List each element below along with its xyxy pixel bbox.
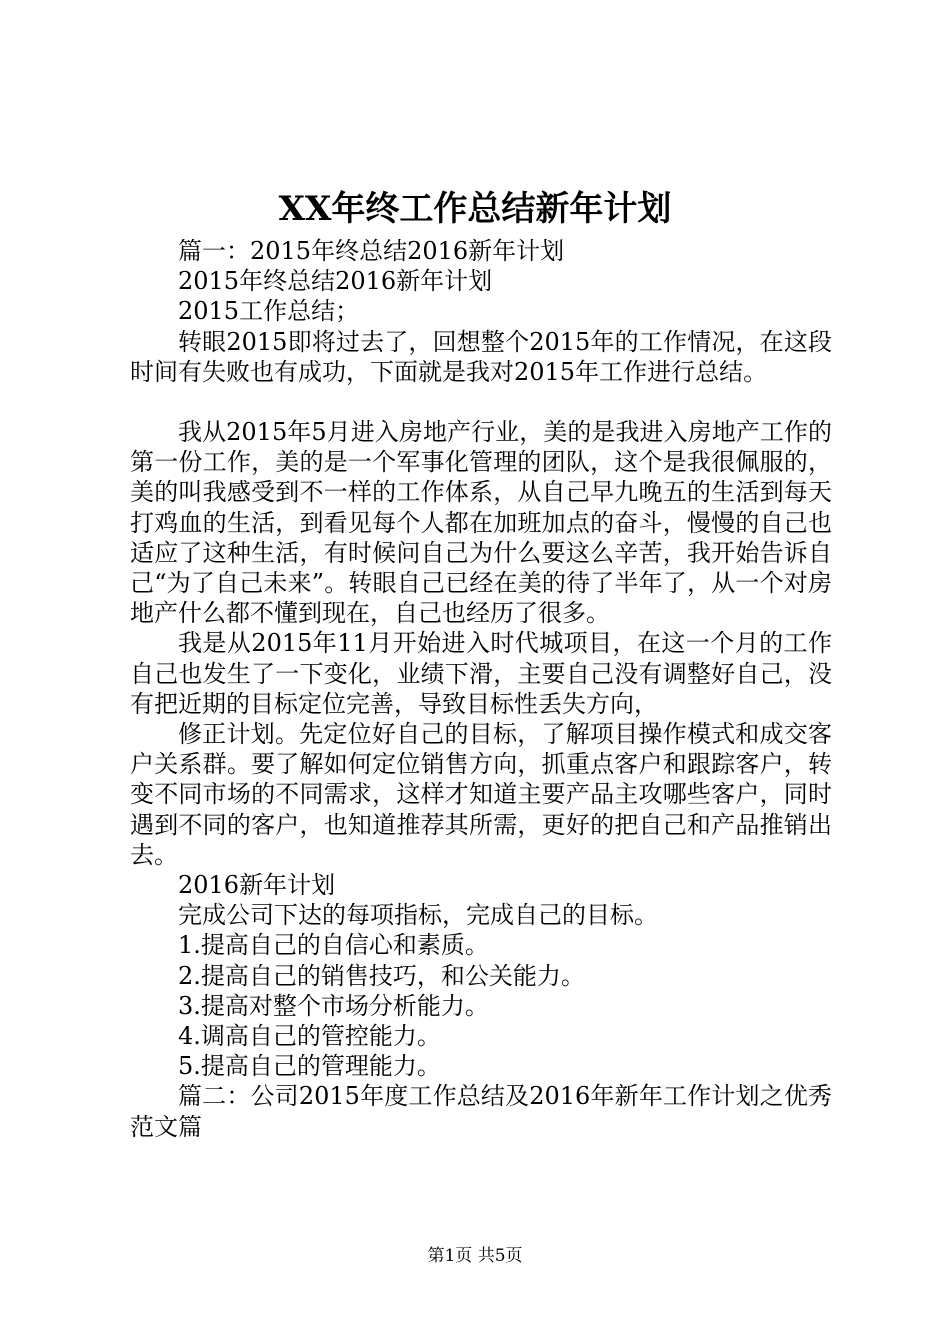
list-item: 1.提高自己的自信心和素质。 — [178, 931, 489, 960]
paragraph-body: 我从2015年5月进入房地产行业，美的是我进入房地产工作的第一份工作，美的是一个军事化管理的团队，这个是我很佩服的，美的叫我感受到不一样的工作体系，从自己早九晚五的生活到每天打鸡血的生活，到看见每个人都在加班加点的奋斗，慢慢的自己也适应了这种生活，有时候问自己为什么要这么辛苦，我开始告诉自己“为了自己未来”。转眼自己已经在美的待了半年了，从一个对房地产什么都不懂到现在，自己也经历了很多。 — [130, 418, 832, 628]
list-item: 4.调高自己的管控能力。 — [178, 1022, 441, 1051]
list-item: 3.提高对整个市场分析能力。 — [178, 991, 489, 1020]
paragraph-heading-part-one: 篇一：2015年终总结2016新年计划 — [178, 237, 565, 265]
paragraph-subtitle: 2015年终总结2016新年计划 — [178, 267, 493, 296]
paragraph-section-label: 2015工作总结； — [178, 297, 360, 326]
document-title: XX年终工作总结新年计划 — [278, 189, 672, 229]
paragraph-plan-heading: 2016新年计划 — [178, 871, 336, 900]
list-item: 5.提高自己的管理能力。 — [178, 1052, 441, 1081]
paragraph-body: 我是从2015年11月开始进入时代城项目，在这一个月的工作自己也发生了一下变化，业绩下滑，主要自己没有调整好自己，没有把近期的目标定位完善，导致目标性丢失方向， — [130, 629, 832, 718]
paragraph-body: 修正计划。先定位好自己的目标，了解项目操作模式和成交客户关系群。要了解如何定位销售方向，抓重点客户和跟踪客户，转变不同市场的不同需求，这样才知道主要产品主攻哪些客户，同时遇到不同的客户，也知道推荐其所需，更好的把自己和产品推销出去。 — [130, 720, 832, 869]
page-footer: 第1页 共5页 — [427, 1246, 523, 1266]
paragraph-heading-part-two: 篇二：公司2015年度工作总结及2016年新年工作计划之优秀范文篇 — [130, 1082, 832, 1141]
paragraph-intro: 转眼2015即将过去了，回想整个2015年的工作情况，在这段时间有失败也有成功，下面就是我对2015年工作进行总结。 — [130, 327, 832, 386]
paragraph-plan-goal: 完成公司下达的每项指标，完成自己的目标。 — [178, 901, 658, 930]
document-body — [130, 236, 832, 1142]
list-item: 2.提高自己的销售技巧，和公关能力。 — [178, 961, 585, 990]
paragraph-spacer — [130, 387, 832, 417]
